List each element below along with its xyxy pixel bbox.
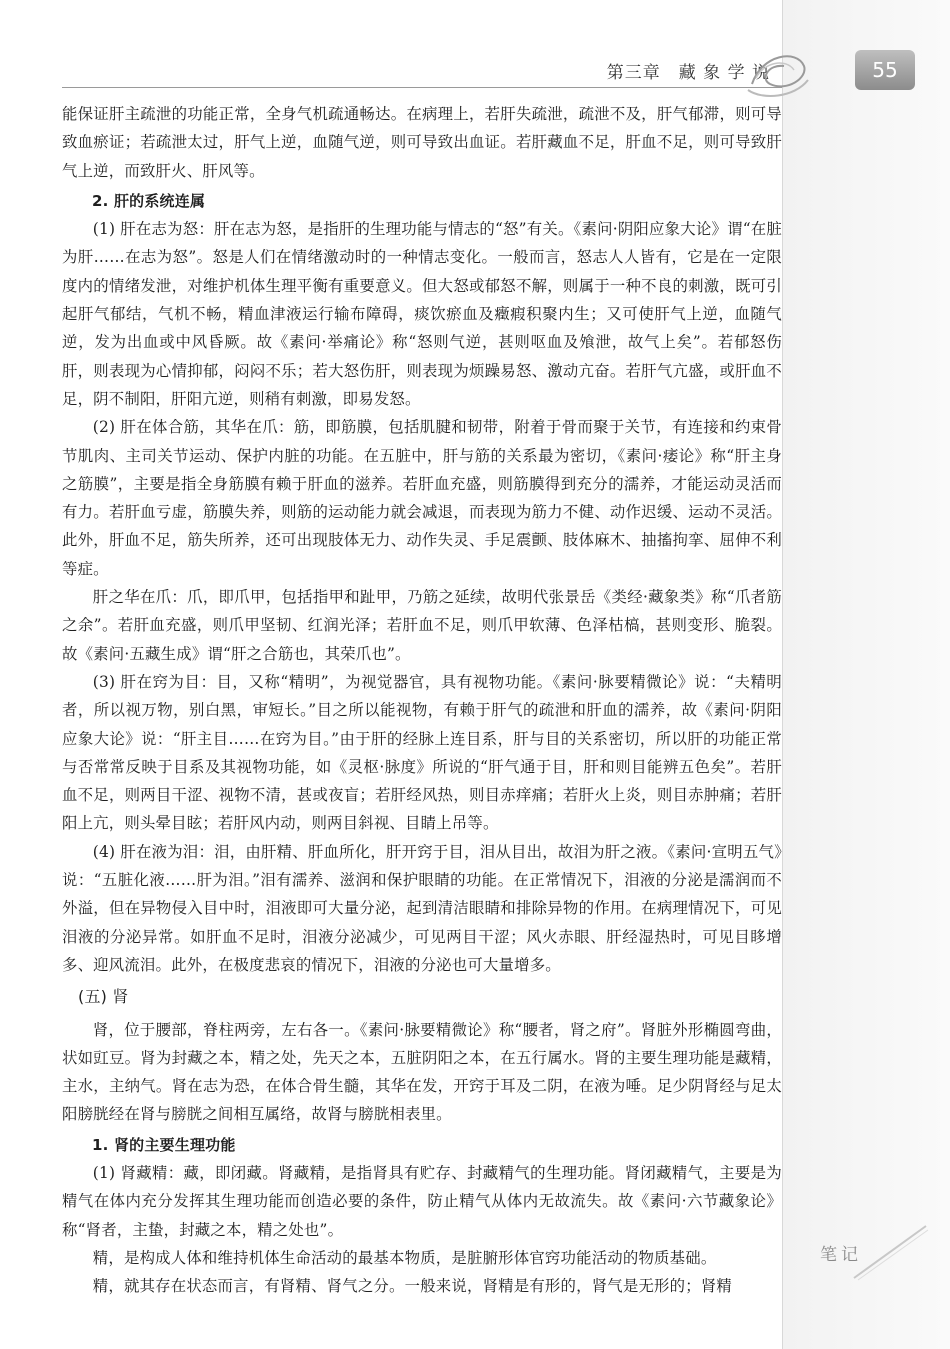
- section-heading: (五) 肾: [78, 987, 129, 1007]
- paragraph: 精，是构成人体和维持机体生命活动的最基本物质，是脏腑形体官窍功能活动的物质基础。: [92, 1248, 717, 1267]
- section-heading: 1. 肾的主要生理功能: [92, 1135, 236, 1154]
- paragraph: 精，就其存在状态而言，有肾精、肾气之分。一般来说，肾精是有形的，肾气是无形的；肾精: [92, 1277, 733, 1296]
- page-body: [62, 100, 782, 1300]
- paragraph: 能保证肝主疏泄的功能正常，全身气机疏通畅达。在病理上，若肝失疏泄，疏泄不及，肝气郁滞，则可导致血瘀证；若疏泄太过，肝气上逆，血随气逆，则可导致出血证。若肝藏血不足，肝血不足，则可导致肝气上逆，而致肝火、肝风等。: [62, 105, 782, 180]
- paragraph: (1) 肝在志为怒：肝在志为怒，是指肝的生理功能与情志的“怒”有关。《素问·阴阳应象大论》谓“在脏为肝……在志为怒”。怒是人们在情绪激动时的一种情志变化。一般而言，怒志人人皆有，它是在一定限度内的情绪发泄，对维护机体生理平衡有重要意义。但大怒或郁怒不解，则属于一种不良的刺激，既可引起肝气郁结，气机不畅，精血津液运行输布障碍，痰饮瘀血及癥瘕积聚内生；又可使肝气上逆，血随气逆，发为出血或中风昏厥。故《素问·举痛论》称“怒则气逆，甚则呕血及飧泄，故气上矣”。若郁怒伤肝，则表现为心情抑郁，闷闷不乐；若大怒伤肝，则表现为烦躁易怒、激动亢奋。若肝气亢盛，或肝血不足，阴不制阳，肝阳亢逆，则稍有刺激，即易发怒。: [62, 220, 782, 408]
- paragraph: (1) 肾藏精：藏，即闭藏。肾藏精，是指肾具有贮存、封藏精气的生理功能。肾闭藏精气，主要是为精气在体内充分发挥其生理功能而创造必要的条件，防止精气从体内无故流失。故《素问·六节藏象论》称“肾者，主蛰，封藏之本，精之处也”。: [62, 1163, 782, 1239]
- notes-sidebar: [782, 0, 950, 1349]
- paragraph: (4) 肝在液为泪：泪，由肝精、肝血所化，肝开窍于目，泪从目出，故泪为肝之液。《素问·宣明五气》说：“五脏化液……肝为泪。”泪有濡养、滋润和保护眼睛的功能。在正常情况下，泪液的分泌是濡润而不外溢，但在异物侵入目中时，泪液即可大量分泌，起到清洁眼睛和排除异物的作用。在病理情况下，可见泪液的分泌异常。如肝血不足时，泪液分泌减少，可见两目干涩；风火赤眼、肝经湿热时，可见目眵增多、迎风流泪。此外，在极度悲哀的情况下，泪液的分泌也可大量增多。: [62, 842, 782, 974]
- paragraph: (3) 肝在窍为目：目，又称“精明”，为视觉器官，具有视物功能。《素问·脉要精微论》说：“夫精明者，所以视万物，别白黑，审短长。”目之所以能视物，有赖于肝气的疏泄和肝血的濡养，故《素问·阴阳应象大论》说：“肝主目……在窍为目。”由于肝的经脉上连目系，肝与目的关系密切，所以肝的功能正常与否常常反映于目系及其视物功能，如《灵枢·脉度》所说的“肝气通于目，肝和则目能辨五色矣”。若肝血不足，则两目干涩、视物不清，甚或夜盲；若肝经风热，则目赤痒痛；若肝火上炎，则目赤肿痛；若肝阳上亢，则头晕目眩；若肝风内动，则两目斜视、目睛上吊等。: [62, 672, 782, 833]
- paragraph: (2) 肝在体合筋，其华在爪：筋，即筋膜，包括肌腱和韧带，附着于骨而聚于关节，有连接和约束骨节肌肉、主司关节运动、保护内脏的功能。在五脏中，肝与筋的关系最为密切，《素问·痿论》称“肝主身之筋膜”，主要是指全身筋膜有赖于肝血的滋养。若肝血充盛，则筋膜得到充分的濡养，才能运动灵活而有力。若肝血亏虚，筋膜失养，则筋的运动能力就会减退，而表现为筋力不健、动作迟缓、运动不灵活。此外，肝血不足，筋失所养，还可出现肢体无力、动作失灵、手足震颤、肢体麻木、抽搐拘挛、屈伸不利等症。: [62, 418, 782, 578]
- section-heading: 2. 肝的系统连属: [92, 191, 206, 210]
- pencil-icon: [850, 1222, 930, 1282]
- chapter-title: 第三章 藏 象 学 说: [606, 63, 770, 83]
- header-divider: [62, 87, 782, 88]
- paragraph: 肾，位于腰部，脊柱两旁，左右各一。《素问·脉要精微论》称“腰者，肾之府”。肾脏外形椭圆弯曲，状如豇豆。肾为封藏之本，精之处，先天之本，五脏阴阳之本，在五行属水。肾的主要生理功能是藏精，主水，主纳气。肾在志为恐，在体合骨生髓，其华在发，开窍于耳及二阴，在液为唾。足少阴肾经与足太阳膀胱经在肾与膀胱之间相互属络，故肾与膀胱相表里。: [62, 1020, 782, 1124]
- notes-label: 笔记: [820, 1245, 862, 1265]
- page-number: 55: [855, 50, 915, 90]
- paragraph: 肝之华在爪：爪，即爪甲，包括指甲和趾甲，乃筋之延续，故明代张景岳《类经·藏象类》称“爪者筋之余”。若肝血充盛，则爪甲坚韧、红润光泽；若肝血不足，则爪甲软薄、色泽枯槁，甚则变形、脆裂。故《素问·五藏生成》谓“肝之合筋也，其荣爪也”。: [62, 588, 782, 663]
- swirl-decoration-icon: [742, 44, 812, 104]
